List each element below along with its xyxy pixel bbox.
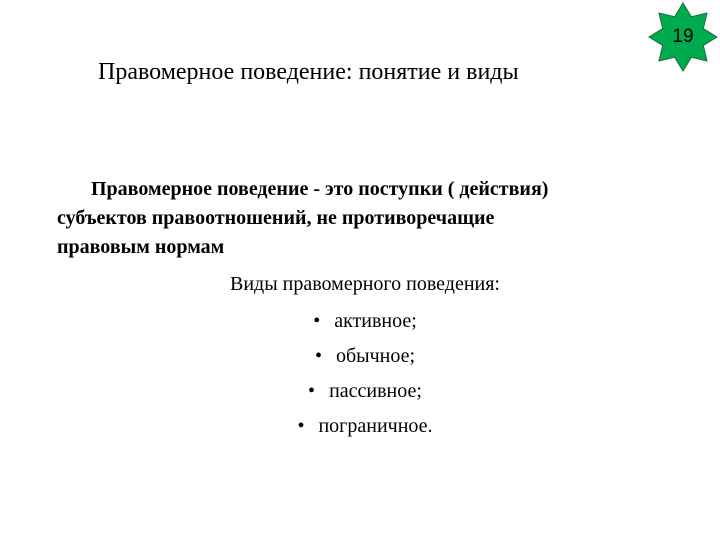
list-item-text: пограничное.	[318, 415, 433, 437]
bullet-icon: •	[308, 380, 316, 402]
list-item	[0, 374, 720, 409]
list-item	[0, 339, 720, 374]
list-item	[0, 409, 720, 444]
bullet-icon: •	[313, 310, 321, 332]
slide-number-badge	[648, 2, 718, 72]
types-heading: Виды правомерного поведения:	[230, 273, 500, 295]
definition-line-1: Правомерное поведение - это поступки ( действия)	[91, 178, 549, 200]
list-item-text: пассивное;	[329, 380, 422, 402]
list-item-text: активное;	[334, 310, 417, 332]
slide-title: Правомерное поведение: понятие и виды	[98, 59, 519, 85]
bullet-icon: •	[314, 345, 322, 367]
types-list	[0, 304, 720, 444]
list-item-text: обычное;	[335, 345, 416, 367]
definition-line-2: субъектов правоотношений, не противоречащие	[57, 207, 495, 229]
list-item	[0, 304, 720, 339]
bullet-icon: •	[297, 415, 305, 437]
definition-block	[57, 175, 667, 262]
slide-number: 19	[672, 26, 694, 47]
definition-line-3: правовым нормам	[57, 236, 225, 258]
